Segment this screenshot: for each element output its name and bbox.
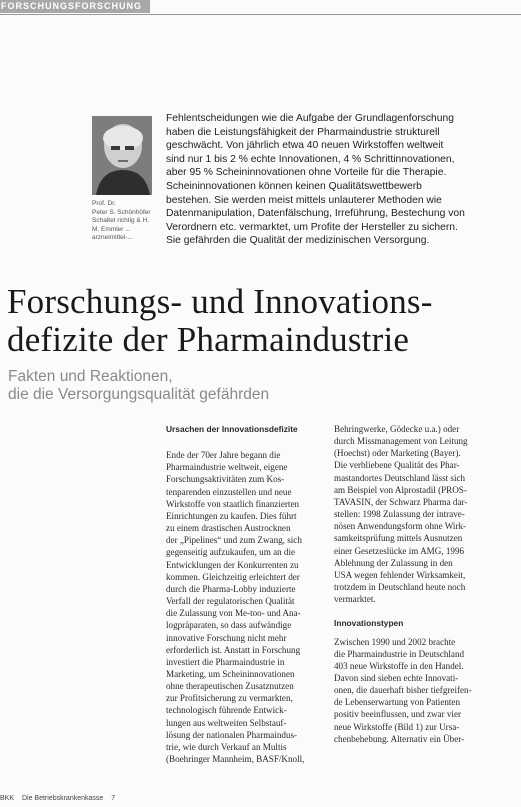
body-text-line: positiv beeinflussen, und zwar vier [334, 709, 462, 720]
section-label: FORSCHUNGSFORSCHUNG [0, 0, 150, 13]
caption-line: Schaltet richtig & H. [92, 217, 150, 224]
body-text-line: Pharmaindustrie weltweit, eigene [166, 462, 288, 473]
intro-line: Datenmanipulation, Datenfälschung, Irreführung, Bestechung von [166, 208, 465, 220]
body-text-line: zu einem drastischen Austrocknen [166, 523, 291, 534]
body-text-line: die Zulassung von Me-too- und Ana- [166, 608, 301, 619]
article-title [7, 283, 517, 359]
body-text-line: die Pharmaindustrie in Deutschland [334, 648, 465, 659]
body-text-line: ohne therapeutischen Zusatznutzen [166, 681, 294, 692]
body-text-line: Ablehnung der Zulassung in den [334, 557, 453, 568]
body-text-line: Die verbliebene Qualität des Phar- [334, 460, 460, 471]
caption-line: Prof. Dr. [92, 200, 116, 207]
body-text-line: (Boehringer Mannheim, BASF/Knoll, [166, 754, 305, 765]
body-text-line: Verfall der regulatorischen Qualität [166, 596, 295, 607]
subtitle-line: die die Versorgungsqualität gefährden [8, 386, 270, 403]
intro-line: sind nur 1 bis 2 % echte Innovationen, 4 % Schrittinnovationen, [166, 153, 455, 165]
body-text-line: nösen Anwendungsform ohne Wirk- [334, 521, 467, 532]
body-text-line: (Hoechst) oder Marketing (Bayer). [334, 448, 461, 459]
body-text-line: Marketing, um Scheininnovationen [166, 668, 295, 679]
footer-brand: BKK [0, 795, 15, 802]
body-text-line: Ende der 70er Jahre begann die [166, 450, 281, 461]
page-footer [0, 792, 521, 806]
body-text-line: der „Pipelines“ und zum Zwang, sich [166, 535, 302, 546]
portrait-image [92, 116, 152, 195]
body-text-line: Behringwerke, Gödecke u.a.) oder [334, 424, 460, 434]
body-text-line: TAVASIN, der Schwarz Pharma dar- [334, 496, 468, 507]
body-text-line: trie, wie durch Verkauf an Multis [166, 741, 287, 752]
left-column [166, 423, 331, 765]
intro-line: geschwächt. Von jährlich etwa 40 neuen Wirkstoffen weltweit [166, 140, 444, 152]
body-text-line: neue Wirkstoffe (Bild 1) zur Ursa- [334, 721, 460, 732]
body-text-line: am Beispiel von Alprostadil (PROS- [334, 484, 467, 495]
intro-line: Fehlentscheidungen wie die Aufgabe der Grundlagenforschung [166, 113, 454, 124]
body-text-line: chenbehebung. Alternativ ein Über- [334, 733, 465, 744]
right-column [334, 423, 499, 745]
body-text-line: samkeitsprüfung mittels Ausnutzen [334, 533, 463, 544]
intro-paragraph [166, 112, 511, 248]
intro-line: Sie gefährden die Qualität der medizinischen Versorgung. [166, 235, 430, 247]
body-text-line: Davon sind sieben echte Innovati- [334, 672, 459, 683]
subtitle-line: Fakten und Reaktionen, [8, 368, 173, 385]
photo-caption [92, 200, 158, 243]
caption-line: arzneimittel-... [92, 234, 133, 241]
body-text-line: durch Missmanagement von Leitung [334, 436, 468, 447]
body-text-line: einer Gesetzeslücke im AMG, 1996 [334, 545, 465, 556]
page-number: 7 [111, 795, 116, 802]
body-text-line: onen, die dauerhaft bisher tiefgreifen- [334, 685, 472, 696]
footer-publication: Die Betriebskrankenkasse [21, 795, 104, 802]
title-line: Forschungs- und Innovations- [7, 282, 433, 321]
intro-line: Scheininnovationen können keinen Qualitätswettbewerb [166, 180, 422, 192]
title-line: defizite der Pharmaindustrie [7, 320, 410, 359]
body-text-line: lösung der nationalen Pharmaindus- [166, 729, 298, 740]
body-text-line: durch die Pharma-Lobby induzierte [166, 583, 296, 594]
body-text-line: mastandortes Deutschland lässt sich [334, 472, 466, 483]
body-text-line: gegenseitig aufzukaufen, um an die [166, 547, 296, 558]
body-text-line: Zwischen 1990 und 2002 brachte [334, 636, 456, 647]
body-text-line: USA wegen fehlender Wirksamkeit, [334, 569, 466, 580]
body-text-line: logpräparaten, so dass aufwändige [166, 620, 292, 631]
body-text-line: lungen aus weltweiten Selbstauf- [166, 717, 287, 728]
body-text-line: Einrichtungen zu kaufen. Dies führt [166, 510, 297, 521]
author-photo [92, 116, 152, 195]
body-text-line: de Lebenserwartung von Patienten [334, 697, 461, 708]
intro-line: haben die Leistungsfähigkeit der Pharmaindustrie strukturell [166, 126, 440, 138]
body-text-line: trotzdem in Deutschland heute noch [334, 582, 466, 593]
body-text-line: erforderlich ist. Anstatt in Forschung [166, 644, 301, 655]
body-text-line: technologisch führende Entwick- [166, 705, 287, 716]
body-text-line: Entwicklungen der Konkurrenten zu [166, 559, 299, 570]
body-text-line: investiert die Pharmaindustrie in [166, 656, 285, 667]
body-text-line: stellen: 1998 Zulassung der intrave- [334, 509, 465, 520]
body-text-line: Wirkstoffe von staatlich finanzierten [166, 498, 300, 509]
section-header [0, 0, 521, 15]
section-heading: Innovationstypen [334, 618, 404, 629]
body-text-line: kommen. Gleichzeitig erleichtert der [166, 571, 300, 582]
body-text-line: 403 neue Wirkstoffe in den Handel. [334, 660, 464, 671]
body-text-line: vermarktet. [334, 594, 376, 605]
intro-line: aber 95 % Scheininnovationen ohne Vorteile für die Therapie. [166, 167, 447, 179]
intro-line: bestehen. Sie werden meist mittels unlauterer Methoden wie [166, 194, 442, 206]
intro-line: Verordnern etc. vermarktet, um Profite der Hersteller zu sichern. [166, 221, 458, 233]
body-text-line: zur Profitsicherung zu vermarkten, [166, 693, 293, 704]
caption-line: M. Emmler ... [92, 225, 131, 233]
section-heading: Ursachen der Innovationsdefizite [166, 424, 298, 434]
body-text-line: innovative Forschung nicht mehr [166, 632, 287, 643]
article-subtitle [8, 368, 508, 404]
body-text-line: tenparenden einzustellen und neue [166, 486, 292, 497]
body-text-line: Forschungsaktivitäten zum Kos- [166, 474, 285, 485]
caption-line: Peter S. Schönhöfer [92, 208, 151, 216]
